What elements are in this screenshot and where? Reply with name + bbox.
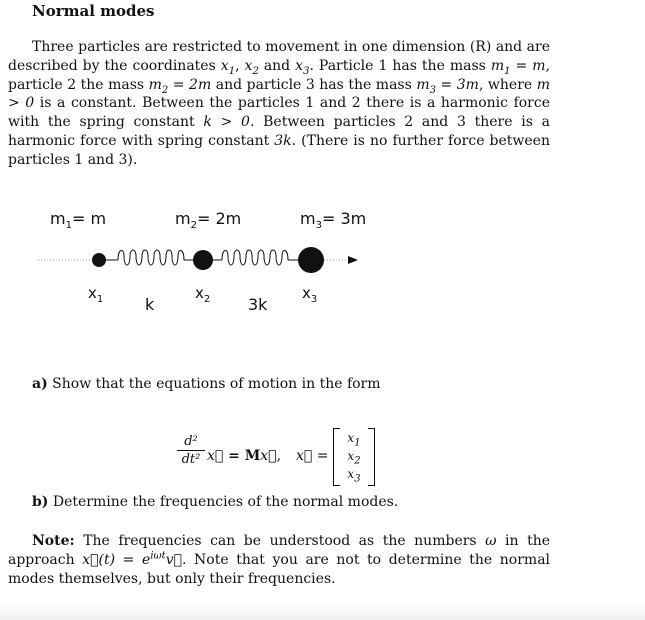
vector-cell-3: $x_3$ xyxy=(347,467,361,485)
equation-rhs: x⃗ = Mx⃗, xyxy=(207,448,282,464)
vector-cell-2: $x_2$ xyxy=(347,449,361,467)
intro-text-4: , particle 2 the mass xyxy=(8,57,551,93)
intro-text-3: . Particle 1 has the mass xyxy=(309,57,491,74)
intro-text-1: Three particles are restricted to movement in one dimension (R) and are described by the coordinates xyxy=(8,39,550,74)
coord-x1: $x_1$ xyxy=(220,57,236,77)
spring-3k: 3k xyxy=(274,132,292,149)
axis-arrow xyxy=(348,256,358,264)
derivative-numerator: d² xyxy=(177,434,205,451)
mass-1-eq: $m_1 = m$ xyxy=(490,57,546,77)
coord-label-2: $x_2$ xyxy=(195,284,211,305)
page-bottom-edge xyxy=(0,602,645,620)
section-title: Normal modes xyxy=(32,2,155,20)
particle-1 xyxy=(92,253,106,267)
intro-text-8: . Between particles 2 and 3 there is a harmonic force with spring constant xyxy=(8,114,550,149)
intro-text-9: . (There is no further force between particles 1 and 3). xyxy=(8,132,550,168)
vector-equals: = xyxy=(316,448,329,464)
spring-label-3k: 3k xyxy=(248,295,268,314)
particle-3 xyxy=(298,247,324,273)
k-positive: k > 0 xyxy=(203,114,250,131)
particle-2 xyxy=(193,250,213,270)
equation-of-motion xyxy=(175,424,405,488)
mass-label-3: $m_3= 3m$ xyxy=(300,209,367,231)
note-text-2: in the approach xyxy=(8,533,550,568)
intro-text-5: and particle 3 has the mass xyxy=(211,76,417,93)
mass-2-eq: $m_2 = 2m$ xyxy=(148,76,212,96)
approach-formula: x⃗(t) = $e^{i\omega t}v⃗$ xyxy=(82,550,182,568)
derivative-denominator: dt² xyxy=(181,452,201,467)
intro-text-2: and xyxy=(258,57,296,74)
vector-cell-1: $x_1$ xyxy=(347,431,361,449)
spring-k xyxy=(105,250,193,265)
matrix-symbol: = M xyxy=(223,448,261,464)
mass-label-1: $m_1= m$ xyxy=(50,209,107,231)
mass-3-eq: $m_3 = 3m$ xyxy=(416,76,479,96)
spring-mass-diagram xyxy=(0,196,645,326)
spring-3k xyxy=(213,250,298,265)
note-paragraph xyxy=(8,532,550,588)
vector-definition: x⃗ = xyxy=(296,448,329,464)
spring-label-k: k xyxy=(145,295,155,314)
second-derivative xyxy=(177,434,205,467)
column-vector xyxy=(333,428,375,486)
question-b-label: b) xyxy=(32,494,49,510)
coord-x2: $x_2$ xyxy=(244,57,259,77)
omega-symbol: ω xyxy=(485,533,497,549)
question-a-label: a) xyxy=(32,376,48,392)
m-positive: m > 0 xyxy=(8,76,550,112)
intro-text-6: , where xyxy=(478,76,537,93)
question-a-text: Show that the equations of motion in the form xyxy=(47,376,381,392)
coord-x3: $x_3$ xyxy=(295,57,310,77)
question-b-text: Determine the frequencies of the normal modes. xyxy=(48,494,399,510)
note-label: Note: xyxy=(32,533,75,549)
note-text-3: . Note that you are not to determine the normal modes themselves, but only their frequencies. xyxy=(8,551,551,587)
coord-label-1: $x_1$ xyxy=(88,284,104,305)
question-b xyxy=(32,494,398,510)
intro-text-7: is a constant. Between the particles 1 and 2 there is a harmonic force with the spring constant xyxy=(8,95,550,131)
mass-label-2: $m_2= 2m$ xyxy=(175,209,242,231)
problem-statement: Three particles are restricted to movement in one dimension (R) and are described by the coordinates $x_1$, $x_2$ and $x_3$. Particle 1 has the mass $m_1 = m$, particle 2 the mass $m_2 = 2m$ and particle 3 has the mass $m_3 = 3m$, where m > 0 is a constant. Between the particles 1 and 2 there is a harmonic force with the spring constant k > 0. Between particles 2 and 3 there is a harmonic force with spring constant 3k. (There is no further force between particles 1 and 3). xyxy=(8,39,551,168)
note-text-1: The frequencies can be understood as the numbers xyxy=(74,533,486,549)
question-a xyxy=(32,376,381,392)
coord-label-3: $x_3$ xyxy=(302,284,318,305)
